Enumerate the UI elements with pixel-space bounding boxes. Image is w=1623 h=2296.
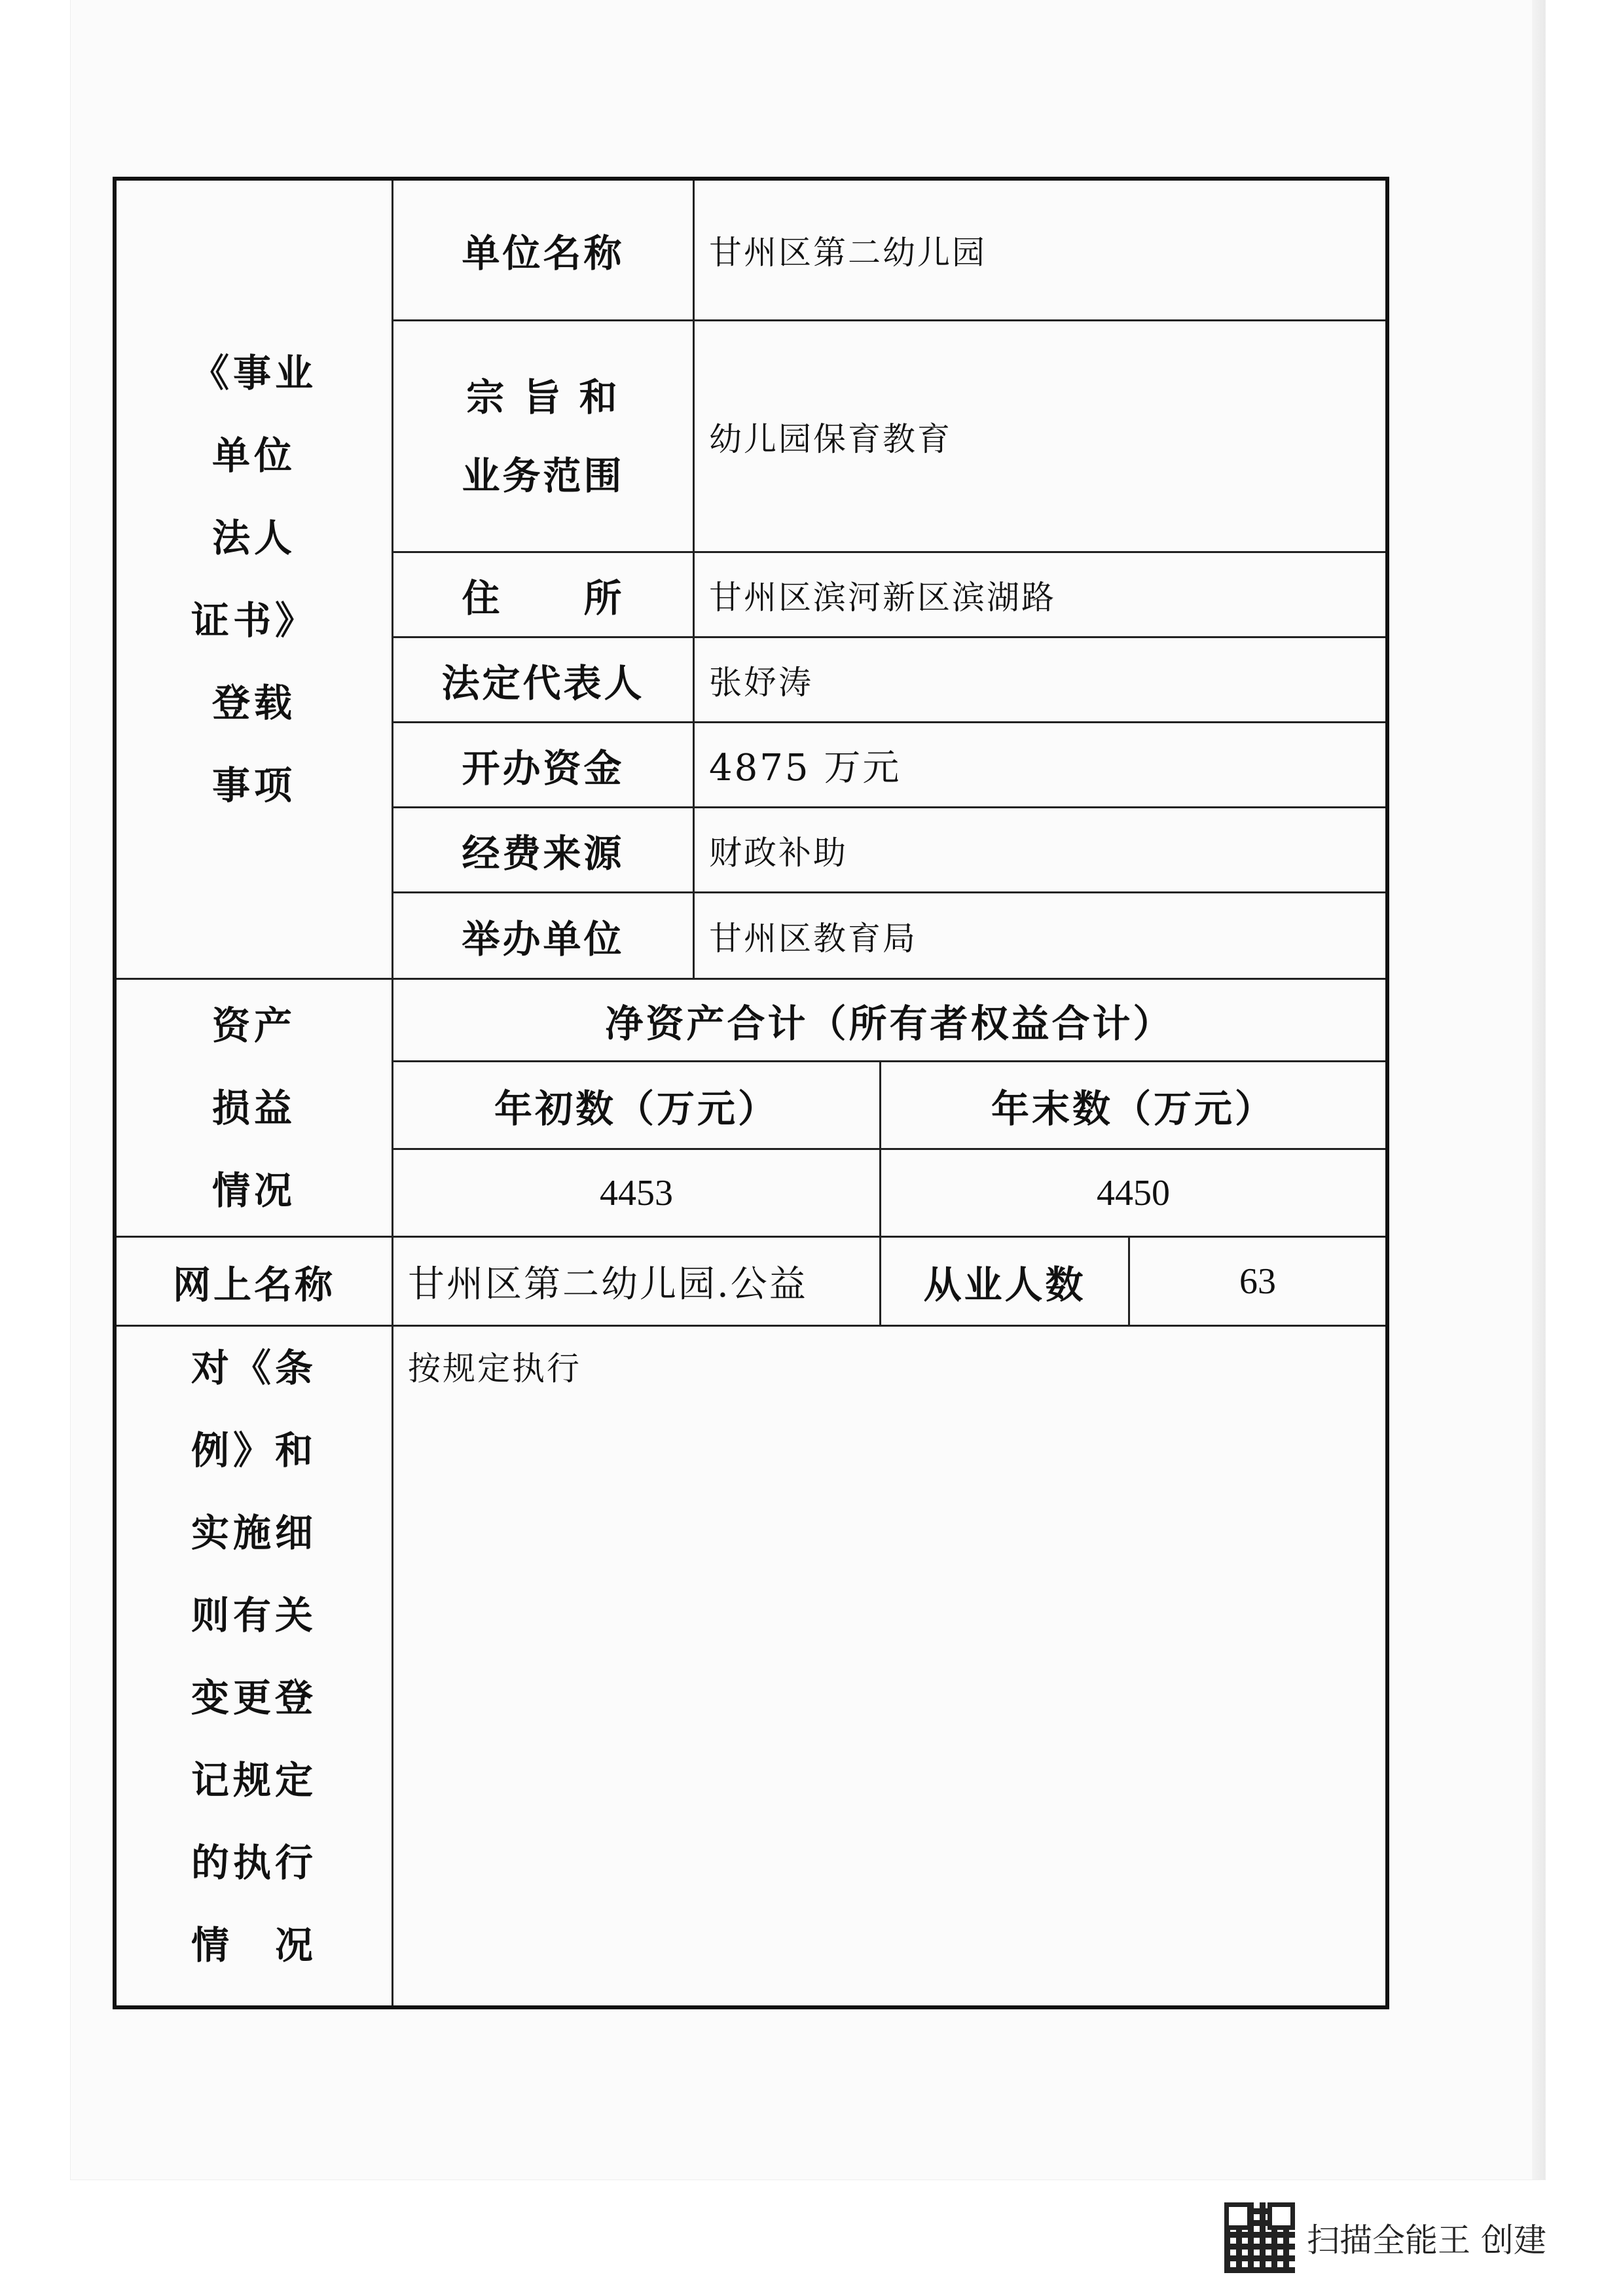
capital-label: 开办资金 xyxy=(462,745,625,791)
begin-year-header: 年初数（万元） xyxy=(494,1086,778,1131)
watermark-text: 扫描全能王 创建 xyxy=(1307,2221,1546,2259)
purpose-value: 幼儿园保育教育 xyxy=(709,420,952,458)
compliance-side-label: 对《条 例》和 实施细 则有关 变更登 记规定 的执行 情 况 xyxy=(191,1346,317,1967)
assets-side-label: 资产 损益 情况 xyxy=(211,1003,296,1213)
compliance-value: 按规定执行 xyxy=(408,1350,581,1388)
online-name-label: 网上名称 xyxy=(172,1262,335,1307)
sponsor-value: 甘州区教育局 xyxy=(709,919,917,958)
begin-year-value: 4453 xyxy=(600,1172,673,1213)
purpose-label: 宗 旨 和 业务范围 xyxy=(462,374,625,498)
funding-source-value: 财政补助 xyxy=(709,833,848,872)
end-year-value: 4450 xyxy=(1097,1172,1170,1213)
registration-side-label: 《事业 单位 法人 证书》 登载 事项 xyxy=(191,351,317,808)
address-label: 住 所 xyxy=(462,575,625,620)
unit-name-value: 甘州区第二幼儿园 xyxy=(709,234,987,272)
online-name-value: 甘州区第二幼儿园.公益 xyxy=(408,1263,808,1306)
funding-source-label: 经费来源 xyxy=(462,831,625,876)
scanner-watermark xyxy=(1224,2202,1546,2273)
net-assets-header: 净资产合计（所有者权益合计） xyxy=(605,1001,1174,1046)
end-year-header: 年末数（万元） xyxy=(991,1086,1275,1131)
paper-edge xyxy=(1532,0,1545,2179)
sponsor-label: 举办单位 xyxy=(462,916,625,961)
legal-rep-label: 法定代表人 xyxy=(441,660,645,706)
staff-count-label: 从业人数 xyxy=(923,1262,1086,1307)
legal-rep-value: 张妤涛 xyxy=(709,663,813,702)
capital-value: 4875 万元 xyxy=(709,746,902,789)
qr-code-icon xyxy=(1224,2202,1295,2273)
registration-form xyxy=(113,177,1389,2009)
address-value: 甘州区滨河新区滨湖路 xyxy=(709,578,1056,617)
unit-name-label: 单位名称 xyxy=(462,231,625,276)
staff-count-value: 63 xyxy=(1239,1261,1276,1302)
